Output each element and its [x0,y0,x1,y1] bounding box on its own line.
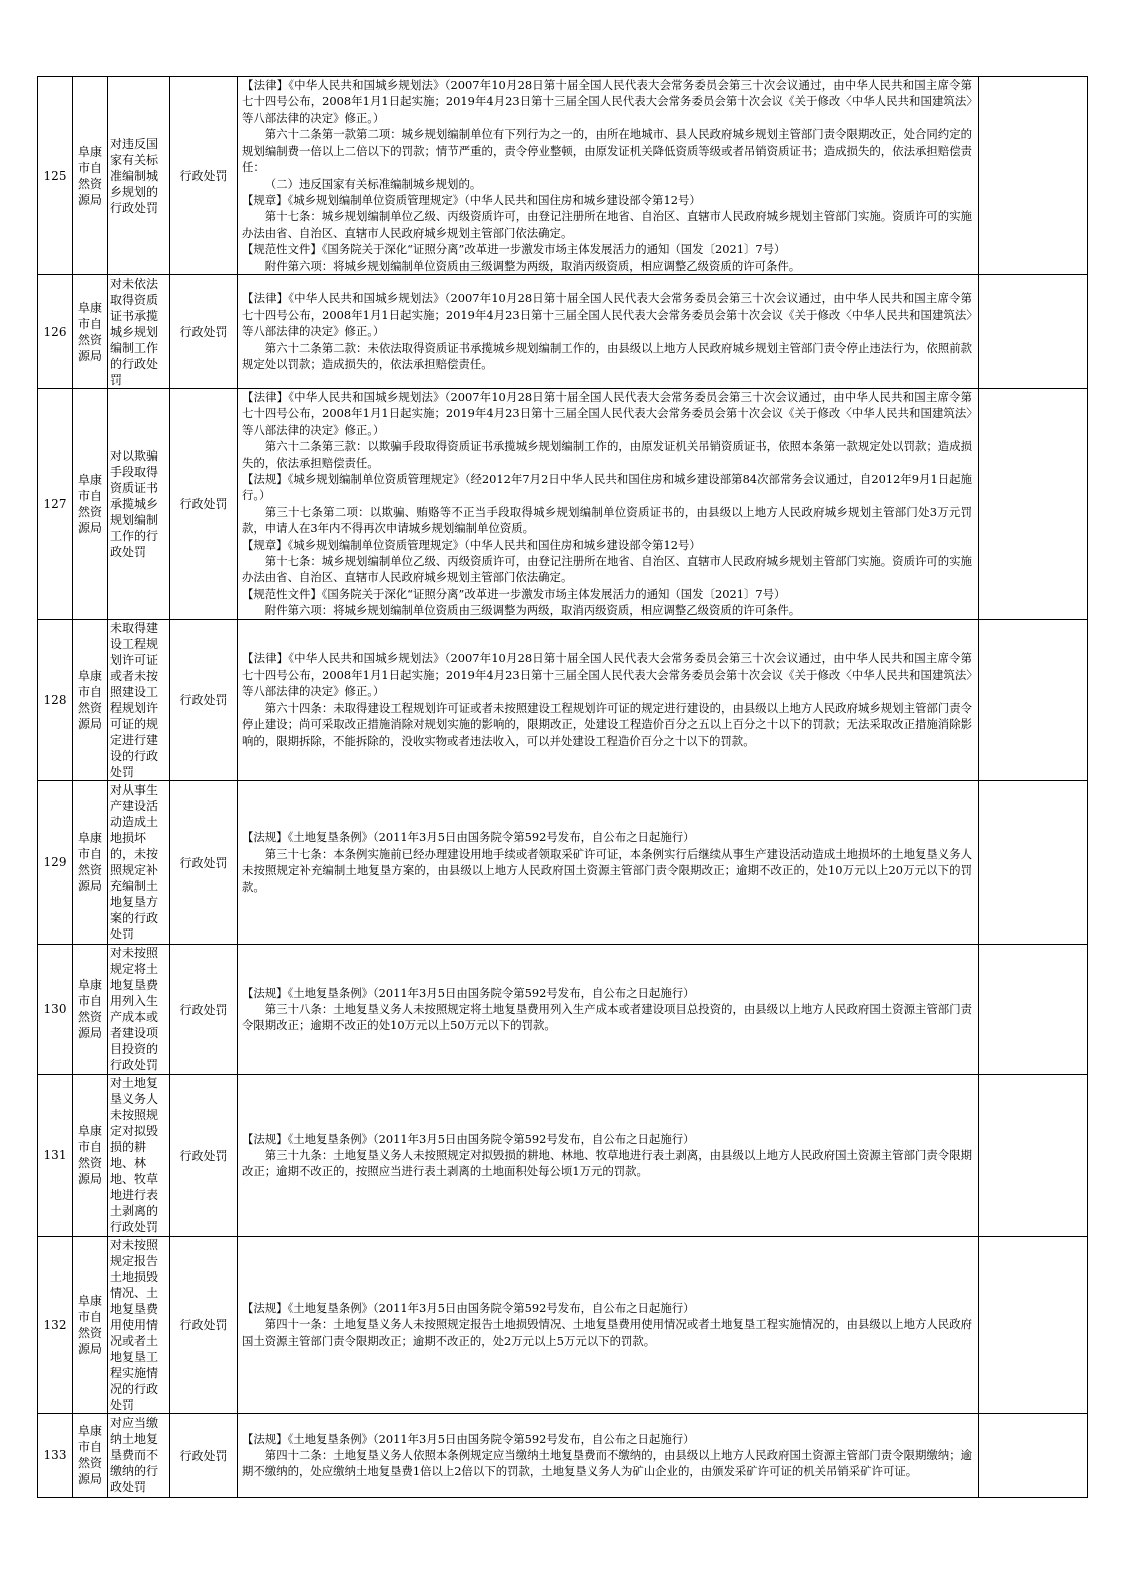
table-body [38,77,1088,1498]
basis-source-heading: 【法规】《土地复垦条例》（2011年3月5日由国务院令第592号发布，自公布之日起施行） [242,1131,695,1146]
basis-source-heading: 【法规】《城乡规划编制单位资质管理规定》（经2012年7月2日中华人民共和国住房和城乡建设部第84次部常务会议通过，自2012年9月1日起施行。） [242,472,972,503]
department-name: 阜康市自然资源局 [77,144,102,207]
department-name: 阜康市自然资源局 [77,668,102,731]
item-name: 对未按照规定报告土地损毁情况、土地复垦费用使用情况或者土地复垦工程实施情况的行政处罚 [110,1237,159,1412]
table-row [38,1236,1088,1413]
item-number: 130 [38,944,73,1074]
item-number: 129 [38,780,73,944]
basis-clause: 第六十二条第二款：未依法取得资质证书承揽城乡规划编制工作的，由县级以上地方人民政府城乡规划主管部门责令停止违法行为，依照前款规定处以罚款；造成损失的，依法承担赔偿责任。 [242,340,972,372]
table-row [38,77,1088,275]
basis-clause: 第三十七条：本条例实施前已经办理建设用地手续或者领取采矿许可证，本条例实行后继续从事生产建设活动造成土地损坏的土地复垦义务人未按照规定补充编制土地复垦方案的，由县级以上地方人民政府国土资源主管部门责令限期改正；逾期不改正的，处10万元以上20万元以下的罚款。 [242,846,972,894]
department-name: 阜康市自然资源局 [77,1124,102,1187]
basis-clause: 第三十八条：土地复垦义务人未按照规定将土地复垦费用列入生产成本或者建设项目总投资的，由县级以上地方人民政府国土资源主管部门责令限期改正；逾期不改正的处10万元以上50万元以下的罚款。 [242,1001,972,1033]
item-type: 行政处罚 [170,944,238,1074]
item-name: 对违反国家有关标准编制城乡规划的行政处罚 [110,136,159,215]
legal-basis [238,290,978,372]
item-name: 对从事生产建设活动造成土地损坏的，未按照规定补充编制土地复垦方案的行政处罚 [110,783,159,942]
item-name-cell [108,1236,170,1413]
remarks-cell [979,389,1088,620]
remarks-cell [979,619,1088,780]
basis-clause: 第六十四条：未取得建设工程规划许可证或者未按照建设工程规划许可证的规定进行建设的，由县级以上地方人民政府城乡规划主管部门责令停止建设；尚可采取改正措施消除对规划实施的影响的，限期改正，处建设工程造价百分之五以上百分之十以下的罚款；无法采取改正措施消除影响的，限期拆除，不能拆除的，没收实物或者违法收入，可以并处建设工程造价百分之十以下的罚款。 [242,700,972,748]
item-name-cell [108,77,170,275]
basis-clause: 第四十一条：土地复垦义务人未按照规定报告土地损毁情况、土地复垦费用使用情况或者土地复垦工程实施情况的，由县级以上地方人民政府国土资源主管部门责令限期改正；逾期不改正的，处2万元以上5万元以下的罚款。 [242,1317,972,1348]
department-name: 阜康市自然资源局 [77,1293,102,1356]
department-cell [73,619,108,780]
item-name: 对土地复垦义务人未按照规定对拟毁损的耕地、林地、牧草地进行表土剥离的行政处罚 [110,1076,159,1235]
table-row [38,1074,1088,1236]
item-number: 131 [38,1074,73,1236]
basis-source-heading: 【法规】《土地复垦条例》（2011年3月5日由国务院令第592号发布，自公布之日起施行） [242,1301,695,1316]
basis-clause: 第十七条：城乡规划编制单位乙级、丙级资质许可，由登记注册所在地省、自治区、直辖市人民政府城乡规划主管部门实施。资质许可的实施办法由省、自治区、直辖市人民政府城乡规划主管部门依法确定。 [242,554,972,585]
legal-basis-cell [238,780,979,944]
remarks-cell [979,275,1088,389]
item-name-cell [108,1074,170,1236]
item-name-cell [108,389,170,620]
legal-basis [238,829,978,895]
basis-source-heading: 【法规】《土地复垦条例》（2011年3月5日由国务院令第592号发布，自公布之日起施行） [242,985,695,1000]
item-type: 行政处罚 [170,780,238,944]
department-name: 阜康市自然资源局 [77,978,102,1041]
legal-basis-cell [238,1074,979,1236]
item-number: 125 [38,77,73,275]
basis-source-heading: 【法律】《中华人民共和国城乡规划法》（2007年10月28日第十届全国人民代表大会常务委员会第三十次会议通过，由中华人民共和国主席令第七十四号公布，2008年1月1日起实施；2019年4月23日第十三届全国人民代表大会常务委员会第十次会议《关于修改〈中华人民共和国建筑法〉等八部法律的决定》修正。） [242,291,972,339]
remarks-cell [979,1074,1088,1236]
item-name-cell [108,944,170,1074]
legal-basis-cell [238,944,979,1074]
department-name: 阜康市自然资源局 [77,1424,102,1487]
legal-basis [238,1131,978,1180]
department-name: 阜康市自然资源局 [77,472,102,535]
item-name-cell [108,780,170,944]
basis-source-heading: 【法律】《中华人民共和国城乡规划法》（2007年10月28日第十届全国人民代表大会常务委员会第三十次会议通过，由中华人民共和国主席令第七十四号公布，2008年1月1日起实施；2019年4月23日第十三届全国人民代表大会常务委员会第十次会议《关于修改〈中华人民共和国建筑法〉等八部法律的决定》修正。） [242,651,972,699]
legal-basis-cell [238,1413,979,1497]
item-number: 126 [38,275,73,389]
item-number: 132 [38,1236,73,1413]
basis-clause: 第六十二条第三款：以欺骗手段取得资质证书承揽城乡规划编制工作的，由原发证机关吊销资质证书，依照本条第一款规定处以罚款；造成损失的，依法承担赔偿责任。 [242,439,972,470]
department-cell [73,944,108,1074]
basis-clause: 附件第六项：将城乡规划编制单位资质由三级调整为两级，取消丙级资质，相应调整乙级资质的许可条件。 [264,258,801,273]
remarks-cell [979,780,1088,944]
legal-basis [238,77,978,274]
table-row [38,619,1088,780]
item-number: 133 [38,1413,73,1497]
basis-clause: 第六十二条第一款第二项：城乡规划编制单位有下列行为之一的，由所在地城市、县人民政府城乡规划主管部门责令限期改正，处合同约定的规划编制费一倍以上二倍以下的罚款；情节严重的，责令停业整顿，由原发证机关降低资质等级或者吊销资质证书；造成损失的，依法承担赔偿责任： [242,127,972,175]
item-type: 行政处罚 [170,619,238,780]
basis-clause: （二）违反国家有关标准编制城乡规划的。 [264,176,482,191]
legal-basis-cell [238,77,979,275]
basis-source-heading: 【法律】《中华人民共和国城乡规划法》（2007年10月28日第十届全国人民代表大会常务委员会第三十次会议通过，由中华人民共和国主席令第七十四号公布，2008年1月1日起实施；2019年4月23日第十三届全国人民代表大会常务委员会第十次会议《关于修改〈中华人民共和国建筑法〉等八部法律的决定》修正。） [242,390,972,437]
table-row [38,780,1088,944]
basis-source-heading: 【法规】《土地复垦条例》（2011年3月5日由国务院令第592号发布，自公布之日起施行） [242,830,695,845]
item-type: 行政处罚 [170,77,238,275]
legal-basis [238,985,978,1034]
basis-source-heading: 【规范性文件】《国务院关于深化“证照分离”改革进一步激发市场主体发展活力的通知（国发〔2021〕7号） [242,242,786,257]
department-cell [73,1236,108,1413]
basis-clause: 第十七条：城乡规划编制单位乙级、丙级资质许可，由登记注册所在地省、自治区、直辖市人民政府城乡规划主管部门实施。资质许可的实施办法由省、自治区、直辖市人民政府城乡规划主管部门依法确定。 [242,209,972,240]
item-type: 行政处罚 [170,1236,238,1413]
department-name: 阜康市自然资源局 [77,300,102,363]
item-number: 128 [38,619,73,780]
basis-clause: 第三十七条第二项：以欺骗、贿赂等不正当手段取得城乡规划编制单位资质证书的，由县级以上地方人民政府城乡规划主管部门处3万元罚款，申请人在3年内不得再次申请城乡规划编制单位资质。 [242,504,972,536]
basis-clause: 第四十二条：土地复垦义务人依照本条例规定应当缴纳土地复垦费而不缴纳的，由县级以上地方人民政府国土资源主管部门责令限期缴纳；逾期不缴纳的，处应缴纳土地复垦费1倍以上2倍以下的罚款，土地复垦义务人为矿山企业的，由颁发采矿许可证的机关吊销采矿许可证。 [242,1447,972,1479]
legal-basis [238,650,978,748]
item-name: 对未依法取得资质证书承揽城乡规划编制工作的行政处罚 [110,276,159,387]
item-name: 对未按照规定将土地复垦费用列入生产成本或者建设项目投资的行政处罚 [110,946,159,1073]
item-type: 行政处罚 [170,1074,238,1236]
legal-basis [238,1300,978,1349]
table-row [38,275,1088,389]
department-name: 阜康市自然资源局 [77,831,102,894]
remarks-cell [979,944,1088,1074]
basis-source-heading: 【法规】《土地复垦条例》（2011年3月5日由国务院令第592号发布，自公布之日起施行） [242,1431,695,1446]
item-type: 行政处罚 [170,275,238,389]
department-cell [73,275,108,389]
department-cell [73,389,108,620]
item-name: 对应当缴纳土地复垦费而不缴纳的行政处罚 [110,1416,159,1495]
remarks-cell [979,77,1088,275]
item-name-cell [108,275,170,389]
item-type: 行政处罚 [170,1413,238,1497]
table-row [38,389,1088,620]
legal-basis-cell [238,389,979,620]
basis-source-heading: 【规章】《城乡规划编制单位资质管理规定》（中华人民共和国住房和城乡建设部令第12号） [242,192,701,207]
department-cell [73,1413,108,1497]
department-cell [73,780,108,944]
basis-source-heading: 【法律】《中华人民共和国城乡规划法》（2007年10月28日第十届全国人民代表大会常务委员会第三十次会议通过，由中华人民共和国主席令第七十四号公布，2008年1月1日起实施；2019年4月23日第十三届全国人民代表大会常务委员会第十次会议《关于修改〈中华人民共和国建筑法〉等八部法律的决定》修正。） [242,78,972,125]
item-name-cell [108,1413,170,1497]
basis-source-heading: 【规章】《城乡规划编制单位资质管理规定》（中华人民共和国住房和城乡建设部令第12号） [242,537,701,552]
item-name-cell [108,619,170,780]
basis-clause: 附件第六项：将城乡规划编制单位资质由三级调整为两级，取消丙级资质，相应调整乙级资质的许可条件。 [264,603,801,618]
legal-basis-cell [238,1236,979,1413]
enforcement-items-table [37,76,1088,1498]
basis-source-heading: 【规范性文件】《国务院关于深化“证照分离”改革进一步激发市场主体发展活力的通知（国发〔2021〕7号） [242,586,786,601]
item-name: 对以欺骗手段取得资质证书承揽城乡规划编制工作的行政处罚 [110,448,159,559]
legal-basis [238,389,978,619]
legal-basis-cell [238,619,979,780]
department-cell [73,1074,108,1236]
department-cell [73,77,108,275]
table-row [38,1413,1088,1497]
table-row [38,944,1088,1074]
remarks-cell [979,1236,1088,1413]
item-name: 未取得建设工程规划许可证或者未按照建设工程规划许可证的规定进行建设的行政处罚 [110,620,159,779]
legal-basis-cell [238,275,979,389]
remarks-cell [979,1413,1088,1497]
item-type: 行政处罚 [170,389,238,620]
item-number: 127 [38,389,73,620]
legal-basis [238,1431,978,1480]
basis-clause: 第三十九条：土地复垦义务人未按照规定对拟毁损的耕地、林地、牧草地进行表土剥离，由县级以上地方人民政府国土资源主管部门责令限期改正；逾期不改正的，按照应当进行表土剥离的土地面积处每公顷1万元的罚款。 [242,1147,972,1179]
